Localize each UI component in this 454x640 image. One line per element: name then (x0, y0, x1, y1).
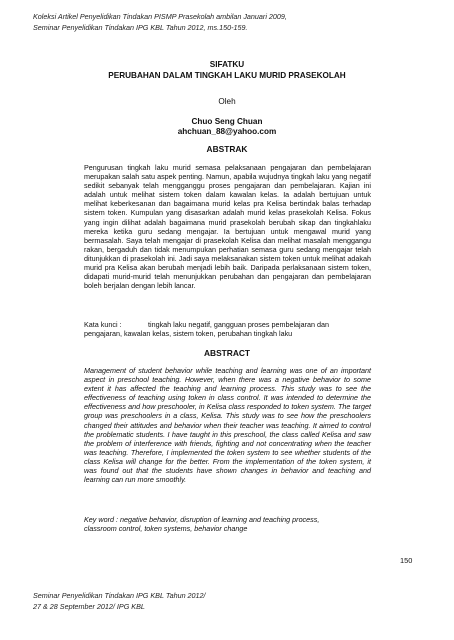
abstrak-keywords (84, 320, 374, 338)
header-line-1: Koleksi Artikel Penyelidikan Tindakan PISMP Prasekolah ambilan Januari 2009, (33, 12, 287, 21)
author-email: ahchuan_88@yahoo.com (177, 127, 277, 136)
abstract-keywords (84, 515, 374, 533)
page-number: 150 (400, 556, 413, 565)
running-header (33, 12, 433, 33)
footer-line-2: 27 & 28 September 2012/ IPG KBL (33, 601, 145, 611)
key-word-line-1: Key word : negative behavior, disruption of learning and teaching process, (84, 515, 320, 524)
title-line-2: PERUBAHAN DALAM TINGKAH LAKU MURID PRASEKOLAH (108, 71, 346, 80)
keyword-label: Kata kunci : (84, 320, 122, 329)
title-line-1: SIFATKU (209, 60, 245, 69)
author-name: Chuo Seng Chuan (191, 117, 263, 126)
abstract-heading: ABSTRACT (203, 348, 251, 358)
byline-oleh: Oleh (218, 97, 236, 106)
keyword-line-1: tingkah laku negatif, gangguan proses pembelajaran dan (148, 320, 330, 329)
header-line-2: Seminar Penyelidikan Tindakan IPG KBL Tahun 2012, ms.150-159. (33, 22, 248, 32)
keyword-line-2: pengajaran, kawalan kelas, sistem token, perubahan tingkah laku (84, 329, 293, 339)
running-footer (33, 591, 206, 612)
abstrak-heading: ABSTRAK (206, 144, 248, 154)
key-word-line-2: classroom control, token systems, behavior change (84, 524, 248, 534)
abstrak-body: Pengurusan tingkah laku murid semasa pelaksanaan pengajaran dan pembelajaran merupakan salah satu aspek penting. Namun, apabila wujudnya tingkah laku yang negatif sedikit sebanyak telah mengganggu proses pengajaran dan pembelajaran. Kajian ini adalah untuk melihat sistem token dalam kawalan kelas. Ia adalah bertujuan untuk melihat keberkesanan dan bagaimana murid kelas pra Kelisa bertindak balas terhadap sistem token. Kumpulan yang disasarkan adalah murid kelas prasekolah Kelisa. Fokus yang ingin dilihat adalah bagaimana murid prasekolah berubah sikap dan tingkahlaku mereka ketika guru sedang mengajar. Ia bertujuan untuk mengawal murid yang bermasalah. Saya telah mengajar di prasekolah Kelisa dan melihat masalah menggangu rakan, bergaduh dan tidak menumpukan perhatian semasa guru sedang mengajar telah ditunjukkan di prasekolah ini. Jadi saya melaksanakan sistem token untuk melihat adakah murid pra Kelisa akan berubah menjadi lebih baik. Daripada perlaksanaan sistem token, didapati murid-murid telah menunjukkan perubahan dan pengajaran dan pembelajaran boleh berjalan dengan lebih lancar. (84, 163, 371, 291)
footer-line-1: Seminar Penyelidikan Tindakan IPG KBL Tahun 2012/ (33, 591, 206, 600)
abstract-body: Management of student behavior while teaching and learning was one of an important aspect in preschool teaching. However, when there was a negative behavior to some extent it has affected the teaching and learning process. This study was to see the effectiveness of teaching using token in class control. It was intended to determine the effectiveness and how preschooler, in Kelisa class responded to token system. The target group was preschoolers in a class, Kelisa. This study was to see how the preschoolers changed their attitudes and behavior when their teacher was teaching. It aimed to control the problematic students. I have taught in this preschool, the class called Kelisa and saw the problem of interference with friends, fighting and not concentrating when the teacher was teaching. Therefore, I implemented the token system to see whether students of the class Kelisa will change for the better. From the implementation of the token system, it was found out that the students have shown changes in behavior and teaching and learning can run more smoothly. (84, 366, 371, 485)
